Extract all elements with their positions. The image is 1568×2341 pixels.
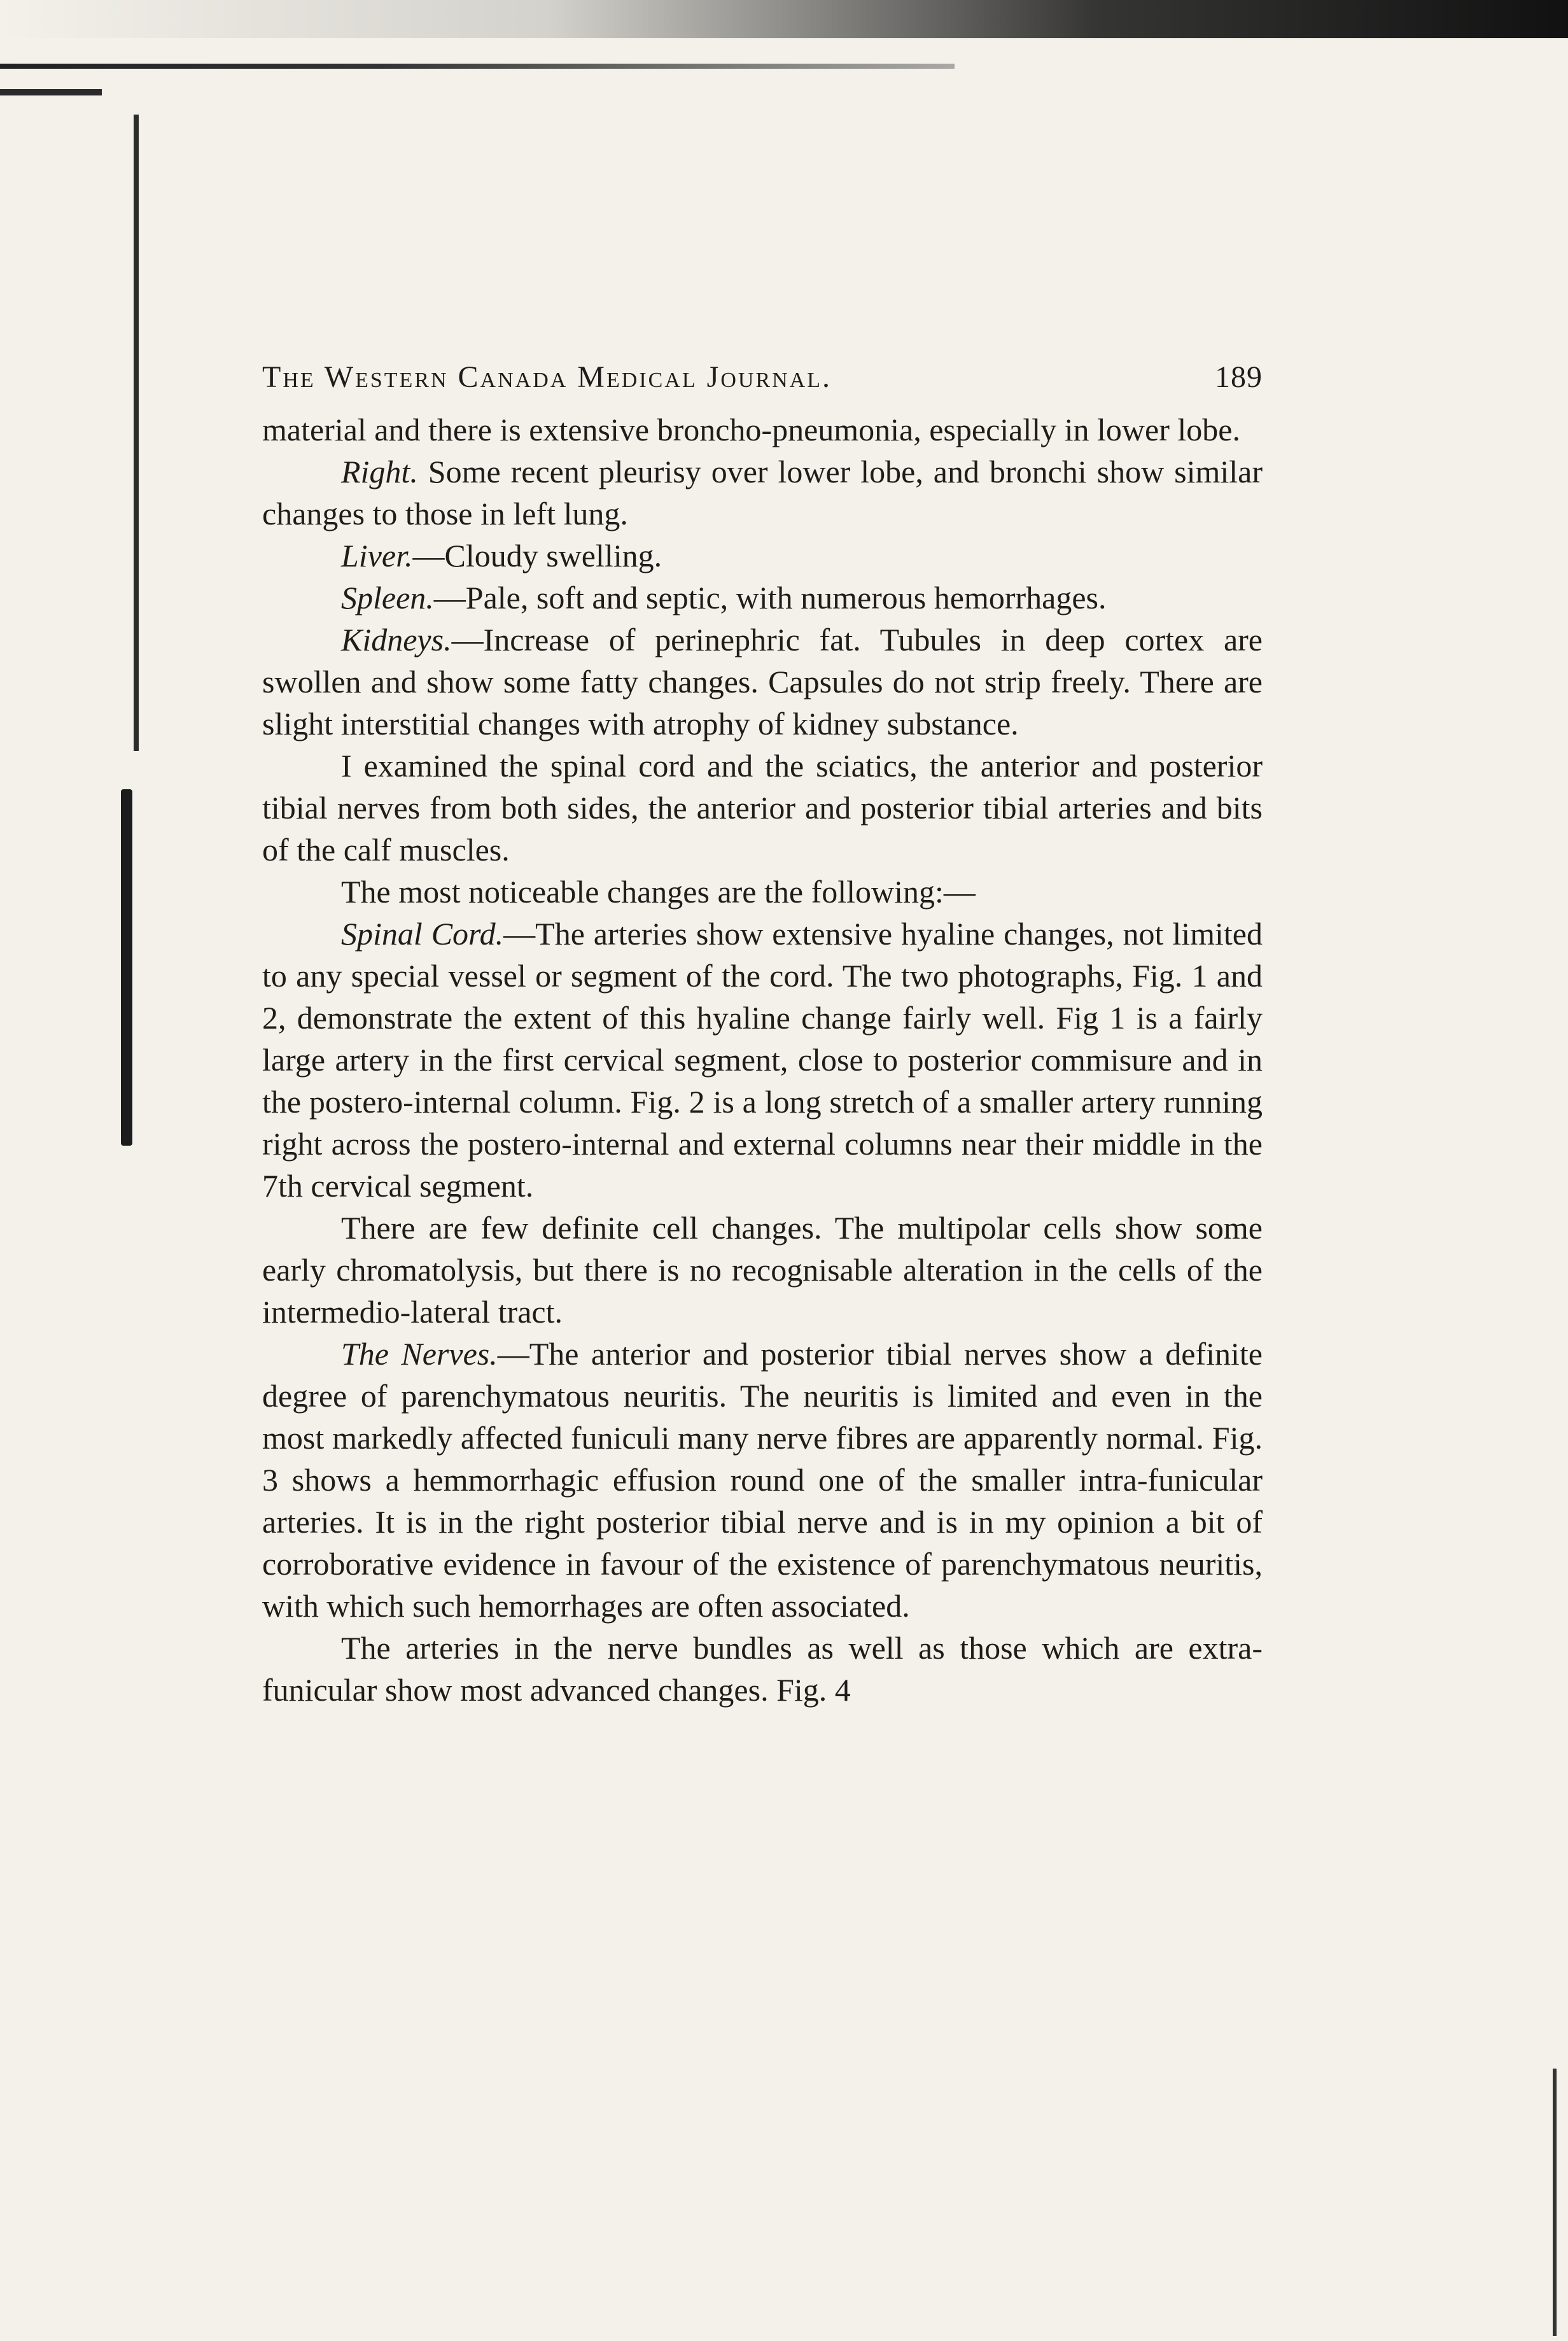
journal-title: The Western Canada Medical Journal. bbox=[262, 360, 832, 394]
body-text bbox=[262, 409, 1263, 1711]
paragraph-text: The arteries in the nerve bundles as well as those which are extra-funicular show most advanced changes. Fig. 4 bbox=[262, 1630, 1263, 1708]
paragraph bbox=[262, 745, 1263, 871]
paragraph-text: —Increase of perinephric fat. Tubules in deep cortex are swollen and show some fatty changes. Capsules do not strip freely. There are slight interstitial changes with atrophy of kidney substance. bbox=[262, 622, 1263, 742]
page-edge-left-shadow bbox=[121, 789, 132, 1146]
paragraph-text: —The arteries show extensive hyaline changes, not limited to any special vessel or segment of the cord. The two photographs, Fig. 1 and 2, demonstrate the extent of this hyaline change fairly well. Fig 1 is a fairly large artery in the first cervical segment, close to posterior commisure and in the postero-internal column. Fig. 2 is a long stretch of a smaller artery running right across the postero-internal and external columns near their middle in the 7th cervical segment. bbox=[262, 916, 1263, 1204]
journal-page bbox=[262, 360, 1263, 1711]
paragraph bbox=[262, 913, 1263, 1207]
paragraph-text: Some recent pleurisy over lower lobe, and bronchi show similar changes to those in left lung. bbox=[262, 454, 1263, 531]
paragraph bbox=[262, 535, 1263, 577]
paragraph bbox=[262, 1627, 1263, 1711]
paragraph-text: —The anterior and posterior tibial nerves show a definite degree of parenchymatous neuritis. The neuritis is limited and even in the most markedly affected funiculi many nerve fibres are apparently normal. Fig. 3 shows a hemmorrhagic effusion round one of the smaller intra-funicular arteries. It is in the right posterior tibial nerve and is in my opinion a bit of corroborative evidence in favour of the existence of parenchymatous neuritis, with which such hemorrhages are often associated. bbox=[262, 1336, 1263, 1624]
scan-mark bbox=[0, 89, 102, 95]
paragraph-lead: Spinal Cord. bbox=[341, 916, 504, 952]
paragraph-text: I examined the spinal cord and the sciatics, the anterior and posterior tibial nerves from both sides, the anterior and posterior tibial arteries and bits of the calf muscles. bbox=[262, 748, 1263, 868]
paragraph bbox=[262, 871, 1263, 913]
scan-shadow-top bbox=[0, 0, 1568, 38]
scan-rule-line bbox=[0, 64, 955, 69]
paragraph-text: —Pale, soft and septic, with numerous hemorrhages. bbox=[433, 580, 1107, 615]
page-edge-right bbox=[1553, 2069, 1557, 2336]
paragraph-lead: Right. bbox=[341, 454, 418, 489]
paragraph bbox=[262, 577, 1263, 619]
page-edge-left bbox=[134, 115, 139, 751]
paragraph-text: —Cloudy swelling. bbox=[412, 538, 662, 573]
page-number: 189 bbox=[1215, 360, 1263, 394]
paragraph bbox=[262, 1207, 1263, 1333]
paragraph bbox=[262, 619, 1263, 745]
paragraph-text: The most noticeable changes are the following:— bbox=[341, 874, 976, 910]
paragraph bbox=[262, 1333, 1263, 1627]
paragraph-lead: Spleen. bbox=[341, 580, 434, 615]
paragraph-lead: The Nerves. bbox=[341, 1336, 498, 1372]
paragraph bbox=[262, 451, 1263, 535]
running-head bbox=[262, 360, 1263, 395]
paragraph-lead: Liver. bbox=[341, 538, 413, 573]
paragraph-text: There are few definite cell changes. The multipolar cells show some early chromatolysis, but there is no recognisable alteration in the cells of the intermedio-lateral tract. bbox=[262, 1210, 1263, 1330]
paragraph bbox=[262, 409, 1263, 451]
paragraph-lead: Kidneys. bbox=[341, 622, 452, 657]
paragraph-text: material and there is extensive broncho-pneumonia, especially in lower lobe. bbox=[262, 412, 1240, 447]
